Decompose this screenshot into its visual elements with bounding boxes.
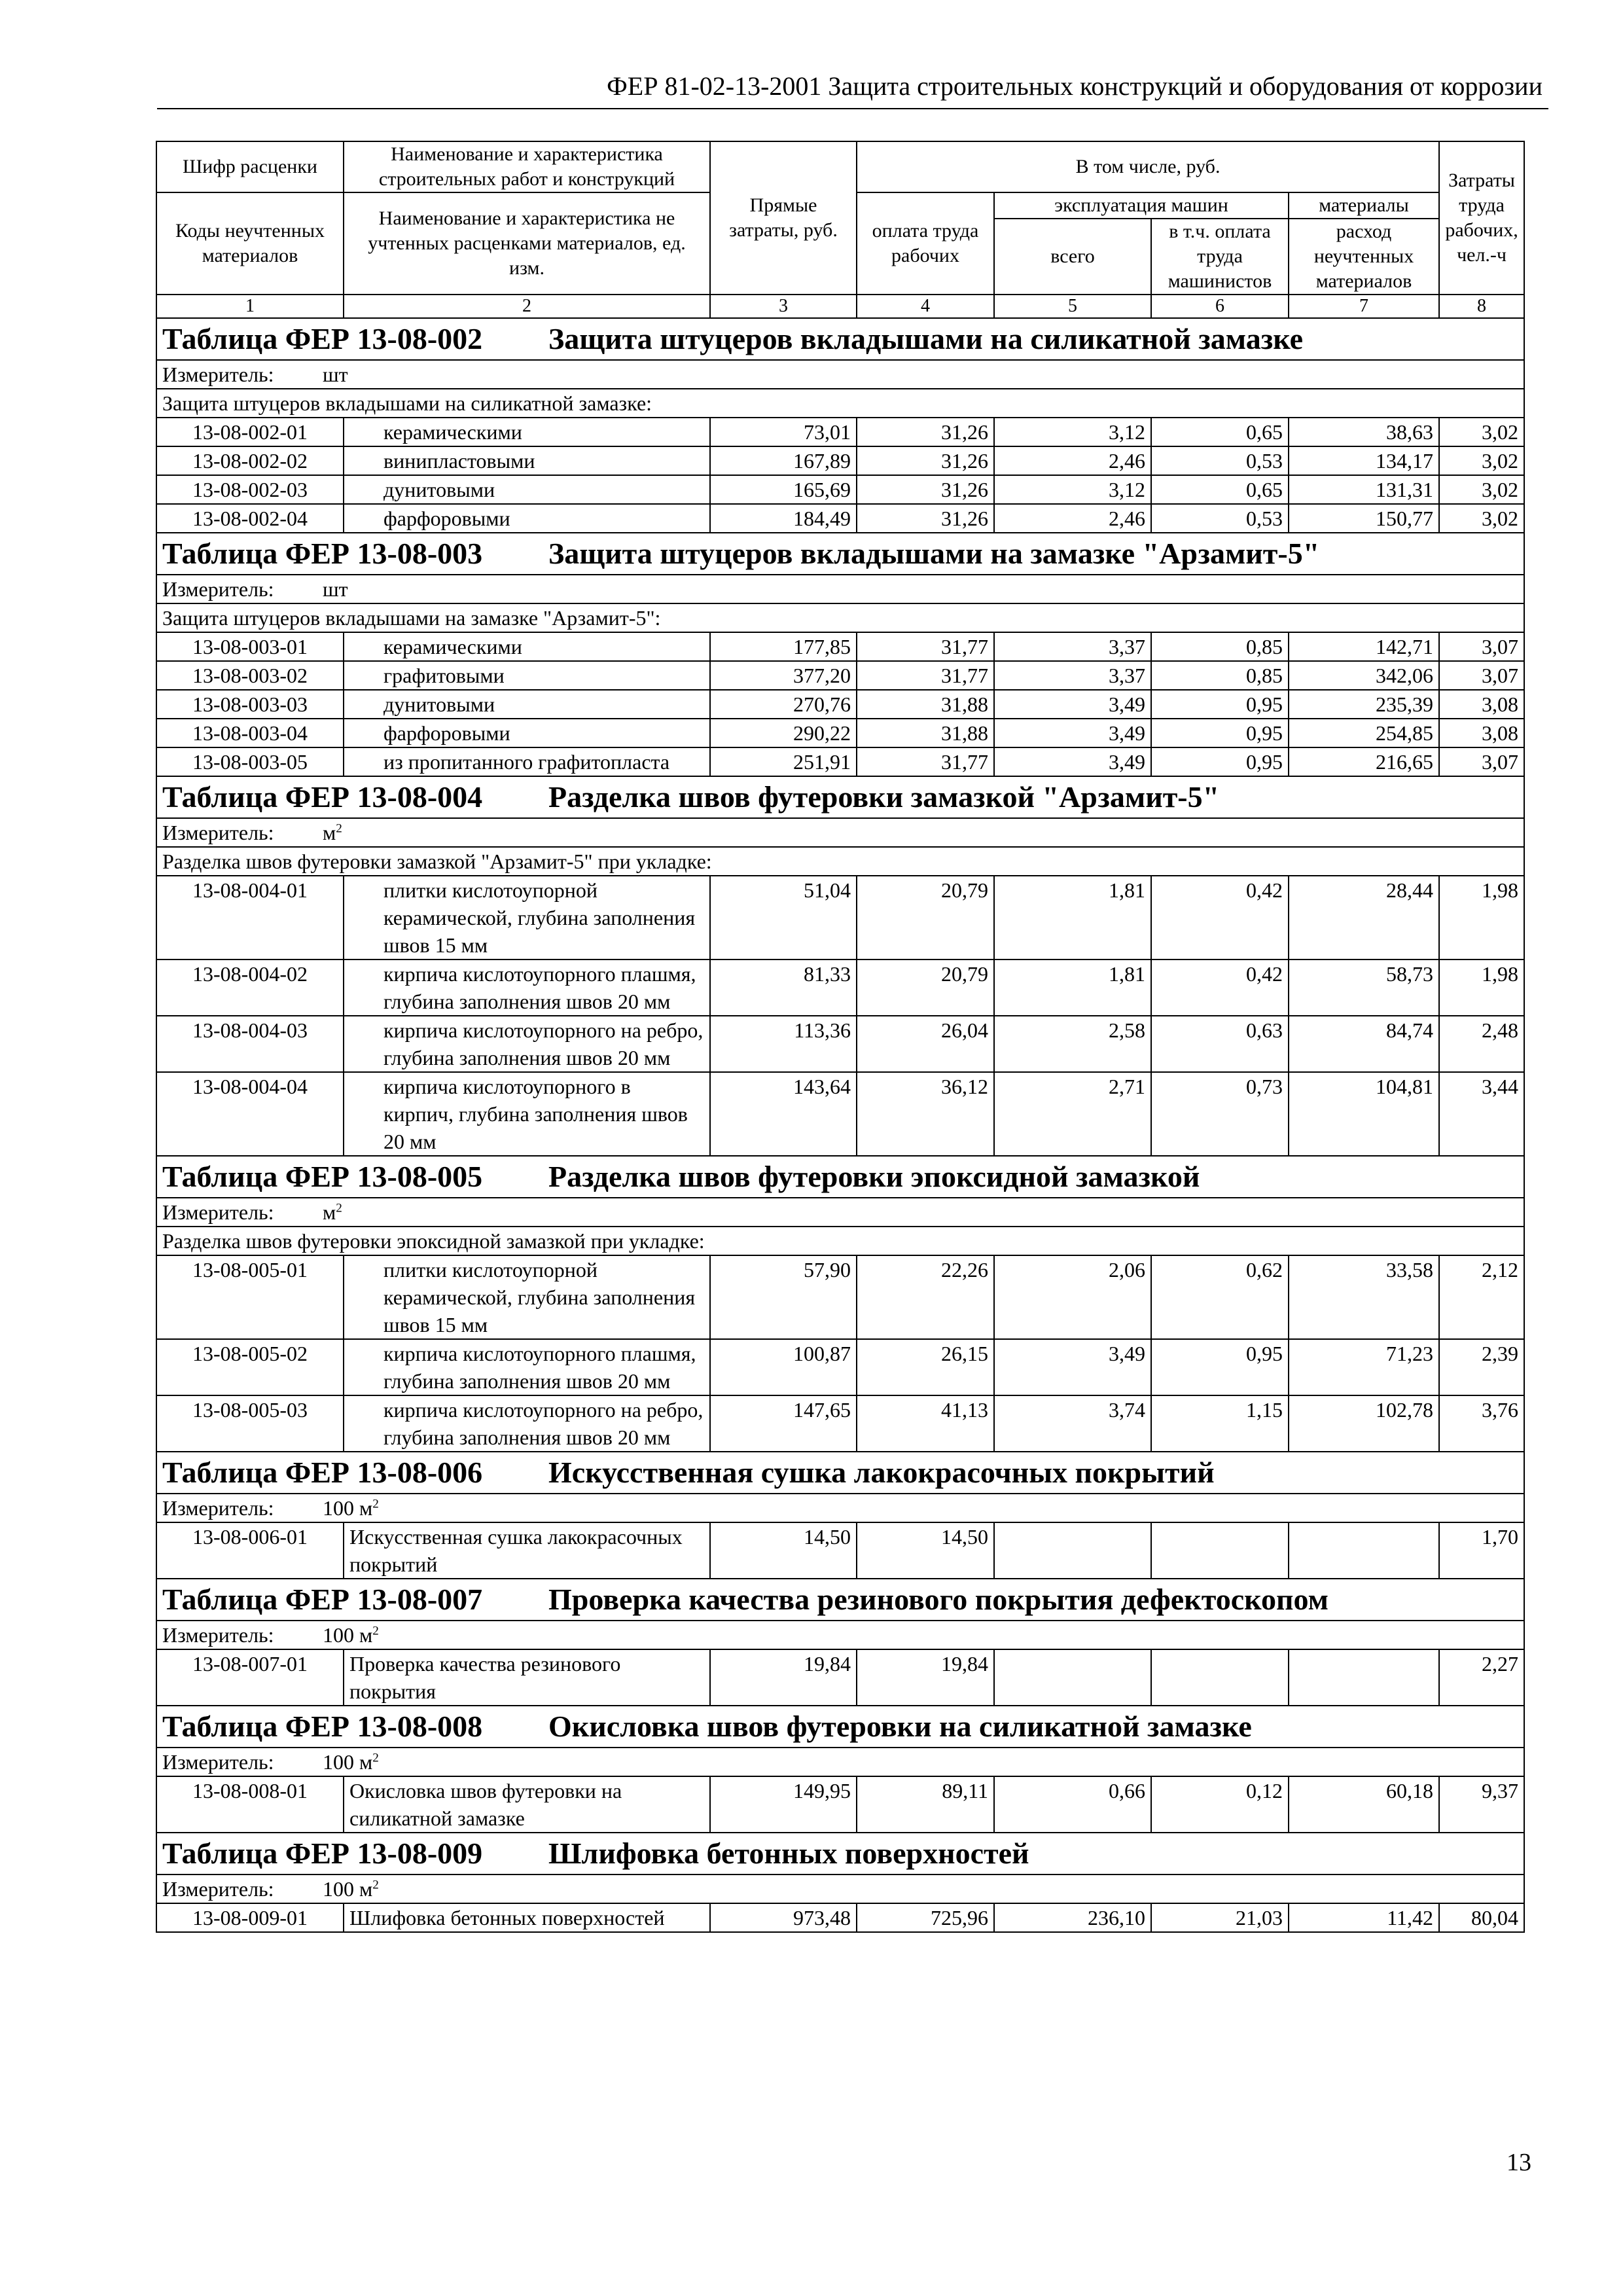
table-title-row	[156, 1706, 1524, 1748]
work-name: дунитовыми	[344, 475, 710, 504]
labor-cost: 31,77	[857, 632, 994, 661]
measure-value: 100 м	[323, 1750, 373, 1774]
labor-hours: 3,08	[1439, 719, 1524, 747]
direct-cost: 57,90	[710, 1255, 857, 1339]
direct-cost: 147,65	[710, 1395, 857, 1452]
machine-cost: 236,10	[994, 1903, 1151, 1932]
table-title-row	[156, 1833, 1524, 1874]
page-number: 13	[1507, 2149, 1531, 2176]
work-name: Окисловка швов футеровки на силикатной замазке	[344, 1776, 710, 1833]
machine-cost: 2,46	[994, 504, 1151, 533]
labor-cost: 20,79	[857, 960, 994, 1016]
machine-cost: 3,74	[994, 1395, 1151, 1452]
machinist-labor-cost: 0,53	[1151, 446, 1289, 475]
measure-value: 100 м	[323, 1623, 373, 1647]
group-caption: Защита штуцеров вкладышами на замазке "Арзамит-5":	[156, 603, 1524, 632]
measure-exponent: 2	[372, 1751, 379, 1765]
measure-row	[156, 1494, 1524, 1522]
materials-cost: 28,44	[1289, 876, 1439, 960]
rate-code: 13-08-002-01	[156, 418, 344, 446]
machine-cost: 2,46	[994, 446, 1151, 475]
table-id: Таблица ФЕР 13-08-006	[162, 1456, 483, 1489]
direct-cost: 100,87	[710, 1339, 857, 1395]
rate-code: 13-08-002-03	[156, 475, 344, 504]
materials-cost: 11,42	[1289, 1903, 1439, 1932]
rate-code: 13-08-008-01	[156, 1776, 344, 1833]
table-row	[156, 446, 1524, 475]
measure-exponent: 2	[372, 1624, 379, 1638]
table-row	[156, 876, 1524, 960]
labor-cost: 14,50	[857, 1522, 994, 1579]
machine-cost: 0,66	[994, 1776, 1151, 1833]
table-title-row	[156, 1452, 1524, 1494]
table-row	[156, 1016, 1524, 1072]
direct-cost: 177,85	[710, 632, 857, 661]
labor-cost: 22,26	[857, 1255, 994, 1339]
measure-label: Измеритель:	[162, 1496, 274, 1520]
table-id: Таблица ФЕР 13-08-009	[162, 1837, 483, 1870]
labor-hours: 3,07	[1439, 661, 1524, 690]
direct-cost: 143,64	[710, 1072, 857, 1156]
direct-cost: 14,50	[710, 1522, 857, 1579]
labor-cost: 31,26	[857, 475, 994, 504]
table-row	[156, 747, 1524, 776]
table-title-row	[156, 533, 1524, 575]
machine-cost: 3,49	[994, 1339, 1151, 1395]
table-id: Таблица ФЕР 13-08-002	[162, 322, 483, 355]
col-header-mach-labor: в т.ч. оплата труда машинистов	[1151, 219, 1289, 295]
rate-code: 13-08-007-01	[156, 1649, 344, 1706]
measure-label: Измеритель:	[162, 577, 274, 601]
group-caption: Защита штуцеров вкладышами на силикатной замазке:	[156, 389, 1524, 418]
table-row	[156, 1776, 1524, 1833]
table-title-row	[156, 1579, 1524, 1621]
work-name: керамическими	[344, 418, 710, 446]
direct-cost: 167,89	[710, 446, 857, 475]
col-number: 3	[710, 295, 857, 318]
materials-cost: 142,71	[1289, 632, 1439, 661]
machinist-labor-cost: 0,73	[1151, 1072, 1289, 1156]
machinist-labor-cost: 0,12	[1151, 1776, 1289, 1833]
machine-cost: 3,12	[994, 418, 1151, 446]
rate-code: 13-08-004-04	[156, 1072, 344, 1156]
labor-hours: 3,76	[1439, 1395, 1524, 1452]
machinist-labor-cost: 0,63	[1151, 1016, 1289, 1072]
measure-row	[156, 818, 1524, 847]
labor-cost: 31,77	[857, 661, 994, 690]
labor-hours: 2,27	[1439, 1649, 1524, 1706]
measure-row	[156, 575, 1524, 603]
materials-cost: 104,81	[1289, 1072, 1439, 1156]
machine-cost: 3,12	[994, 475, 1151, 504]
rate-code: 13-08-003-01	[156, 632, 344, 661]
machinist-labor-cost: 0,95	[1151, 719, 1289, 747]
labor-hours: 2,12	[1439, 1255, 1524, 1339]
work-name: кирпича кислотоупорного в кирпич, глубина заполнения швов 20 мм	[344, 1072, 710, 1156]
materials-cost: 254,85	[1289, 719, 1439, 747]
machine-cost	[994, 1649, 1151, 1706]
measure-exponent: 2	[372, 1878, 379, 1892]
labor-cost: 20,79	[857, 876, 994, 960]
materials-cost: 150,77	[1289, 504, 1439, 533]
rate-code: 13-08-006-01	[156, 1522, 344, 1579]
work-name: графитовыми	[344, 661, 710, 690]
materials-cost: 71,23	[1289, 1339, 1439, 1395]
work-name: фарфоровыми	[344, 719, 710, 747]
measure-exponent: 2	[336, 1201, 342, 1215]
rate-code: 13-08-005-03	[156, 1395, 344, 1452]
materials-cost: 134,17	[1289, 446, 1439, 475]
measure-label: Измеритель:	[162, 1623, 274, 1647]
machinist-labor-cost: 1,15	[1151, 1395, 1289, 1452]
machinist-labor-cost: 0,42	[1151, 876, 1289, 960]
table-row	[156, 418, 1524, 446]
labor-hours: 3,07	[1439, 632, 1524, 661]
rate-code: 13-08-003-02	[156, 661, 344, 690]
col-number: 5	[994, 295, 1151, 318]
materials-cost	[1289, 1522, 1439, 1579]
table-title: Разделка швов футеровки замазкой "Арзамит-5"	[548, 780, 1220, 814]
measure-row	[156, 1874, 1524, 1903]
labor-cost: 31,88	[857, 690, 994, 719]
labor-hours: 1,98	[1439, 960, 1524, 1016]
table-row	[156, 960, 1524, 1016]
table-row	[156, 1903, 1524, 1932]
table-row	[156, 475, 1524, 504]
work-name: винипластовыми	[344, 446, 710, 475]
rate-code: 13-08-004-02	[156, 960, 344, 1016]
col-header-direct: Прямые затраты, руб.	[710, 141, 857, 295]
rate-code: 13-08-002-02	[156, 446, 344, 475]
direct-cost: 51,04	[710, 876, 857, 960]
labor-cost: 26,04	[857, 1016, 994, 1072]
labor-cost: 19,84	[857, 1649, 994, 1706]
rate-code: 13-08-002-04	[156, 504, 344, 533]
table-row	[156, 1649, 1524, 1706]
direct-cost: 19,84	[710, 1649, 857, 1706]
measure-value: шт	[323, 577, 348, 601]
labor-cost: 89,11	[857, 1776, 994, 1833]
measure-value: 100 м	[323, 1877, 373, 1901]
direct-cost: 290,22	[710, 719, 857, 747]
rate-code: 13-08-003-04	[156, 719, 344, 747]
table-id: Таблица ФЕР 13-08-004	[162, 780, 483, 814]
machinist-labor-cost: 0,53	[1151, 504, 1289, 533]
measure-label: Измеритель:	[162, 1750, 274, 1774]
work-name: Проверка качества резинового покрытия	[344, 1649, 710, 1706]
materials-cost: 60,18	[1289, 1776, 1439, 1833]
labor-hours: 2,48	[1439, 1016, 1524, 1072]
table-row	[156, 504, 1524, 533]
col-header-name-unaccounted: Наименование и характеристика не учтенных расценками материалов, ед. изм.	[344, 192, 710, 295]
labor-hours: 1,98	[1439, 876, 1524, 960]
machinist-labor-cost	[1151, 1522, 1289, 1579]
machinist-labor-cost: 0,95	[1151, 747, 1289, 776]
work-name: кирпича кислотоупорного на ребро, глубина заполнения швов 20 мм	[344, 1016, 710, 1072]
table-row	[156, 1339, 1524, 1395]
rate-code: 13-08-004-03	[156, 1016, 344, 1072]
labor-hours: 3,02	[1439, 504, 1524, 533]
col-number: 2	[344, 295, 710, 318]
direct-cost: 973,48	[710, 1903, 857, 1932]
table-row	[156, 1255, 1524, 1339]
labor-hours: 3,02	[1439, 418, 1524, 446]
direct-cost: 149,95	[710, 1776, 857, 1833]
materials-cost: 58,73	[1289, 960, 1439, 1016]
col-header-materials-use: расход неучтенных материалов	[1289, 219, 1439, 295]
work-name: плитки кислотоупорной керамической, глубина заполнения швов 15 мм	[344, 876, 710, 960]
labor-hours: 3,07	[1439, 747, 1524, 776]
col-header-incl: В том числе, руб.	[857, 141, 1439, 192]
direct-cost: 73,01	[710, 418, 857, 446]
table-id: Таблица ФЕР 13-08-008	[162, 1710, 483, 1743]
table-title-row	[156, 1156, 1524, 1198]
page-header-title: ФЕР 81-02-13-2001 Защита строительных конструкций и оборудования от коррозии	[607, 71, 1543, 101]
col-header-hours: Затраты труда рабочих, чел.-ч	[1439, 141, 1524, 295]
labor-hours: 3,08	[1439, 690, 1524, 719]
materials-cost: 131,31	[1289, 475, 1439, 504]
direct-cost: 270,76	[710, 690, 857, 719]
rate-code: 13-08-009-01	[156, 1903, 344, 1932]
table-row	[156, 632, 1524, 661]
work-name: плитки кислотоупорной керамической, глубина заполнения швов 15 мм	[344, 1255, 710, 1339]
machinist-labor-cost: 0,85	[1151, 661, 1289, 690]
machine-cost: 3,49	[994, 690, 1151, 719]
col-number: 6	[1151, 295, 1289, 318]
work-name: дунитовыми	[344, 690, 710, 719]
labor-hours: 80,04	[1439, 1903, 1524, 1932]
table-id: Таблица ФЕР 13-08-003	[162, 537, 483, 570]
measure-label: Измеритель:	[162, 821, 274, 844]
measure-row	[156, 1198, 1524, 1227]
table-title: Проверка качества резинового покрытия дефектоскопом	[548, 1583, 1329, 1616]
labor-cost: 26,15	[857, 1339, 994, 1395]
col-number: 1	[156, 295, 344, 318]
measure-row	[156, 1748, 1524, 1776]
machine-cost: 1,81	[994, 876, 1151, 960]
labor-hours: 1,70	[1439, 1522, 1524, 1579]
table-title-row	[156, 318, 1524, 360]
labor-cost: 36,12	[857, 1072, 994, 1156]
col-header-mach-total: всего	[994, 219, 1151, 295]
table-title: Разделка швов футеровки эпоксидной замазкой	[548, 1160, 1200, 1193]
col-header-materials: материалы	[1289, 192, 1439, 219]
table-row	[156, 661, 1524, 690]
work-name: Шлифовка бетонных поверхностей	[344, 1903, 710, 1932]
machinist-labor-cost: 0,65	[1151, 475, 1289, 504]
materials-cost: 84,74	[1289, 1016, 1439, 1072]
table-title: Шлифовка бетонных поверхностей	[548, 1837, 1029, 1870]
table-title: Защита штуцеров вкладышами на замазке "Арзамит-5"	[548, 537, 1320, 570]
table-title: Окисловка швов футеровки на силикатной замазке	[548, 1710, 1252, 1743]
machine-cost: 2,71	[994, 1072, 1151, 1156]
table-row	[156, 719, 1524, 747]
labor-hours: 9,37	[1439, 1776, 1524, 1833]
rate-code: 13-08-004-01	[156, 876, 344, 960]
work-name: кирпича кислотоупорного плашмя, глубина заполнения швов 20 мм	[344, 960, 710, 1016]
col-header-codes-unaccounted: Коды неучтенных материалов	[156, 192, 344, 295]
machine-cost: 2,58	[994, 1016, 1151, 1072]
measure-exponent: 2	[336, 821, 342, 836]
rate-code: 13-08-003-03	[156, 690, 344, 719]
rates-table	[156, 141, 1525, 1933]
col-header-name: Наименование и характеристика строительных работ и конструкций	[344, 141, 710, 192]
labor-cost: 31,26	[857, 418, 994, 446]
table-id: Таблица ФЕР 13-08-005	[162, 1160, 483, 1193]
labor-cost: 31,88	[857, 719, 994, 747]
machinist-labor-cost: 0,62	[1151, 1255, 1289, 1339]
machinist-labor-cost: 0,95	[1151, 1339, 1289, 1395]
col-number: 7	[1289, 295, 1439, 318]
machinist-labor-cost: 0,42	[1151, 960, 1289, 1016]
direct-cost: 251,91	[710, 747, 857, 776]
direct-cost: 113,36	[710, 1016, 857, 1072]
labor-hours: 3,02	[1439, 475, 1524, 504]
machine-cost: 3,49	[994, 747, 1151, 776]
measure-label: Измеритель:	[162, 1200, 274, 1224]
labor-cost: 31,26	[857, 504, 994, 533]
table-title-row	[156, 776, 1524, 818]
measure-label: Измеритель:	[162, 363, 274, 386]
labor-hours: 2,39	[1439, 1339, 1524, 1395]
table-row	[156, 1072, 1524, 1156]
measure-value: шт	[323, 363, 348, 386]
machinist-labor-cost	[1151, 1649, 1289, 1706]
machinist-labor-cost: 0,65	[1151, 418, 1289, 446]
measure-label: Измеритель:	[162, 1877, 274, 1901]
labor-cost: 41,13	[857, 1395, 994, 1452]
table-id: Таблица ФЕР 13-08-007	[162, 1583, 483, 1616]
col-number: 8	[1439, 295, 1524, 318]
machinist-labor-cost: 21,03	[1151, 1903, 1289, 1932]
materials-cost	[1289, 1649, 1439, 1706]
machinist-labor-cost: 0,95	[1151, 690, 1289, 719]
work-name: керамическими	[344, 632, 710, 661]
direct-cost: 81,33	[710, 960, 857, 1016]
materials-cost: 342,06	[1289, 661, 1439, 690]
direct-cost: 165,69	[710, 475, 857, 504]
work-name: кирпича кислотоупорного плашмя, глубина заполнения швов 20 мм	[344, 1339, 710, 1395]
machine-cost: 3,37	[994, 661, 1151, 690]
table-row	[156, 1522, 1524, 1579]
labor-hours: 3,02	[1439, 446, 1524, 475]
work-name: из пропитанного графитопласта	[344, 747, 710, 776]
machine-cost: 3,37	[994, 632, 1151, 661]
col-header-code: Шифр расценки	[156, 141, 344, 192]
group-caption: Разделка швов футеровки замазкой "Арзамит-5" при укладке:	[156, 847, 1524, 876]
header-rule	[157, 108, 1548, 109]
rate-code: 13-08-005-01	[156, 1255, 344, 1339]
work-name: кирпича кислотоупорного на ребро, глубина заполнения швов 20 мм	[344, 1395, 710, 1452]
work-name: Искусственная сушка лакокрасочных покрытий	[344, 1522, 710, 1579]
direct-cost: 184,49	[710, 504, 857, 533]
materials-cost: 33,58	[1289, 1255, 1439, 1339]
labor-hours: 3,44	[1439, 1072, 1524, 1156]
machine-cost: 3,49	[994, 719, 1151, 747]
measure-row	[156, 1621, 1524, 1649]
col-header-labor: оплата труда рабочих	[857, 192, 994, 295]
labor-cost: 31,26	[857, 446, 994, 475]
measure-value: м	[323, 821, 336, 844]
labor-cost: 31,77	[857, 747, 994, 776]
direct-cost: 377,20	[710, 661, 857, 690]
labor-cost: 725,96	[857, 1903, 994, 1932]
measure-exponent: 2	[372, 1497, 379, 1511]
materials-cost: 216,65	[1289, 747, 1439, 776]
machine-cost	[994, 1522, 1151, 1579]
table-row	[156, 690, 1524, 719]
machinist-labor-cost: 0,85	[1151, 632, 1289, 661]
measure-value: 100 м	[323, 1496, 373, 1520]
materials-cost: 102,78	[1289, 1395, 1439, 1452]
materials-cost: 38,63	[1289, 418, 1439, 446]
machine-cost: 1,81	[994, 960, 1151, 1016]
table-row	[156, 1395, 1524, 1452]
rate-code: 13-08-005-02	[156, 1339, 344, 1395]
group-caption: Разделка швов футеровки эпоксидной замазкой при укладке:	[156, 1227, 1524, 1255]
measure-row	[156, 360, 1524, 389]
table-title: Искусственная сушка лакокрасочных покрытий	[548, 1456, 1215, 1489]
col-number: 4	[857, 295, 994, 318]
table-title: Защита штуцеров вкладышами на силикатной замазке	[548, 322, 1304, 355]
materials-cost: 235,39	[1289, 690, 1439, 719]
col-header-machines: эксплуатация машин	[994, 192, 1289, 219]
measure-value: м	[323, 1200, 336, 1224]
machine-cost: 2,06	[994, 1255, 1151, 1339]
work-name: фарфоровыми	[344, 504, 710, 533]
rate-code: 13-08-003-05	[156, 747, 344, 776]
